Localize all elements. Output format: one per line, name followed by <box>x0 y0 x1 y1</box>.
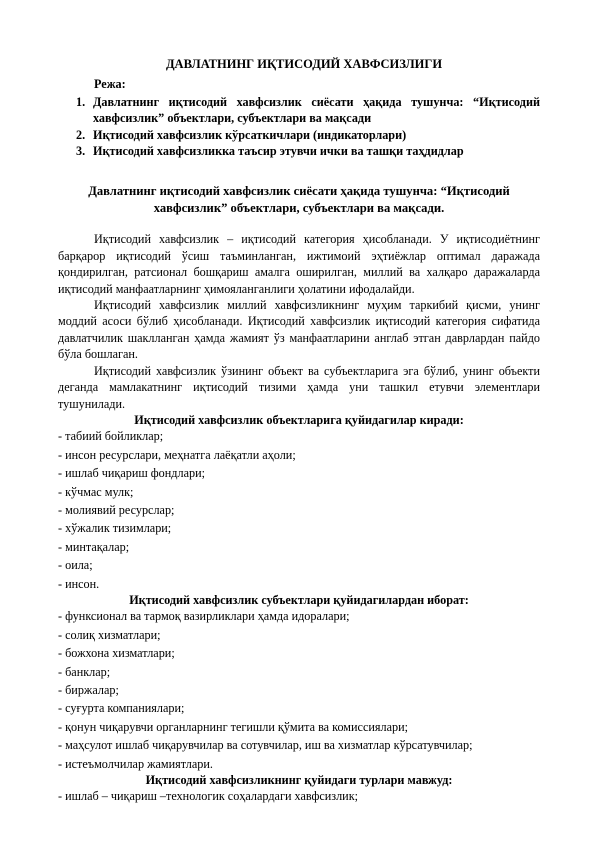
list-item: - табиий бойликлар; <box>58 429 164 444</box>
list-item: - функсионал ва тармоқ вазирликлари ҳамда идоралари; <box>58 609 350 624</box>
subjects-heading: Иқтисодий хавфсизлик субъектлари қуйидагилардан иборат: <box>129 592 469 607</box>
plan-item-number: 2. <box>76 127 86 142</box>
subjects-list <box>58 608 540 772</box>
list-item: - хўжалик тизимлари; <box>58 521 172 536</box>
plan-item <box>76 94 540 127</box>
list-item: - инсон. <box>58 576 100 591</box>
list-item: - кўчмас мулк; <box>58 484 134 499</box>
plan-item-text: Давлатнинг иқтисодий хавфсизлик сиёсати ҳақида тушунча: “Иқтисодий хавфсизлик” объектлари, субъектлари ва мақсади <box>93 94 540 126</box>
list-item: - солиқ хизматлари; <box>58 627 161 642</box>
list-item: - ишлаб – чиқариш –технологик соҳалардаги хавфсизлик; <box>58 789 359 804</box>
plan-list <box>58 94 540 160</box>
objects-list <box>58 428 540 592</box>
section-heading: Давлатнинг иқтисодий хавфсизлик сиёсати ҳақида тушунча: “Иқтисодий хавфсизлик” объектлари, субъектлари ва мақсади. <box>88 184 510 216</box>
list-item: - минтақалар; <box>58 539 130 554</box>
plan-item <box>76 127 540 143</box>
list-item: - божхона хизматлари; <box>58 646 175 661</box>
list-item: - инсон ресурслари, меҳнатга лаёқатли аҳоли; <box>58 447 296 462</box>
types-list <box>58 788 540 804</box>
types-heading: Иқтисодий хавфсизликнинг қуйидаги турлари мавжуд: <box>145 773 453 788</box>
plan-label: Режа: <box>94 77 126 92</box>
plan-item-number: 1. <box>76 94 86 109</box>
list-item: - қонун чиқарувчи органларнинг тегишли қўмита ва комиссиялари; <box>58 719 408 734</box>
plan-item-number: 3. <box>76 144 86 159</box>
list-item: - ишлаб чиқариш фондлари; <box>58 466 205 481</box>
list-item: - суғурта компаниялари; <box>58 701 185 716</box>
body-paragraph: Иқтисодий хавфсизлик миллий хавфсизликнинг муҳим таркибий қисми, унинг моддий асоси бўлиб ҳисобланади. Иқтисодий хавфсизлик иқтисодий категория сифатида давлатчилик шаклланган ҳамда жамият ўз манфаатларини англаб этган даврлардан пайдо бўла бошлаган. <box>58 298 540 362</box>
body-paragraph: Иқтисодий хавфсизлик ўзининг объект ва субъектларига эга бўлиб, унинг объекти деганда мамлакатнинг иқтисодий тизими ҳамда уни ташкил етувчи элементлари тушунилади. <box>58 363 540 411</box>
body-paragraph: Иқтисодий хавфсизлик – иқтисодий категория ҳисобланади. У иқтисодиётнинг барқарор иқтисодий ўсиш таъминланган, ижтимоий эҳтиёжлар оптимал даражада қондирилган, ратсионал бошқариш амалга оширилган, миллий ва халқаро даражаларда иқтисодий манфаатларнинг ҳимояланганлиги ҳолатини ифодалайди. <box>58 232 540 296</box>
objects-heading: Иқтисодий хавфсизлик объектларига қуйидагилар киради: <box>134 412 464 427</box>
plan-item-text: Иқтисодий хавфсизлик кўрсаткичлари (индикаторлари) <box>93 127 407 142</box>
plan-item <box>76 143 540 159</box>
list-item: - истеъмолчилар жамиятлари. <box>58 756 213 771</box>
list-item: - маҳсулот ишлаб чиқарувчилар ва сотувчилар, иш ва хизматлар кўрсатувчилар; <box>58 738 473 753</box>
list-item: - биржалар; <box>58 683 119 697</box>
document-title: ДАВЛАТНИНГ ИҚТИСОДИЙ ХАВФСИЗЛИГИ <box>165 57 443 71</box>
list-item: - молиявий ресурслар; <box>58 502 175 517</box>
plan-item-text: Иқтисодий хавфсизликка таъсир этувчи ички ва ташқи таҳдидлар <box>93 144 464 159</box>
list-item: - банклар; <box>58 664 111 679</box>
list-item: - оила; <box>58 558 93 573</box>
